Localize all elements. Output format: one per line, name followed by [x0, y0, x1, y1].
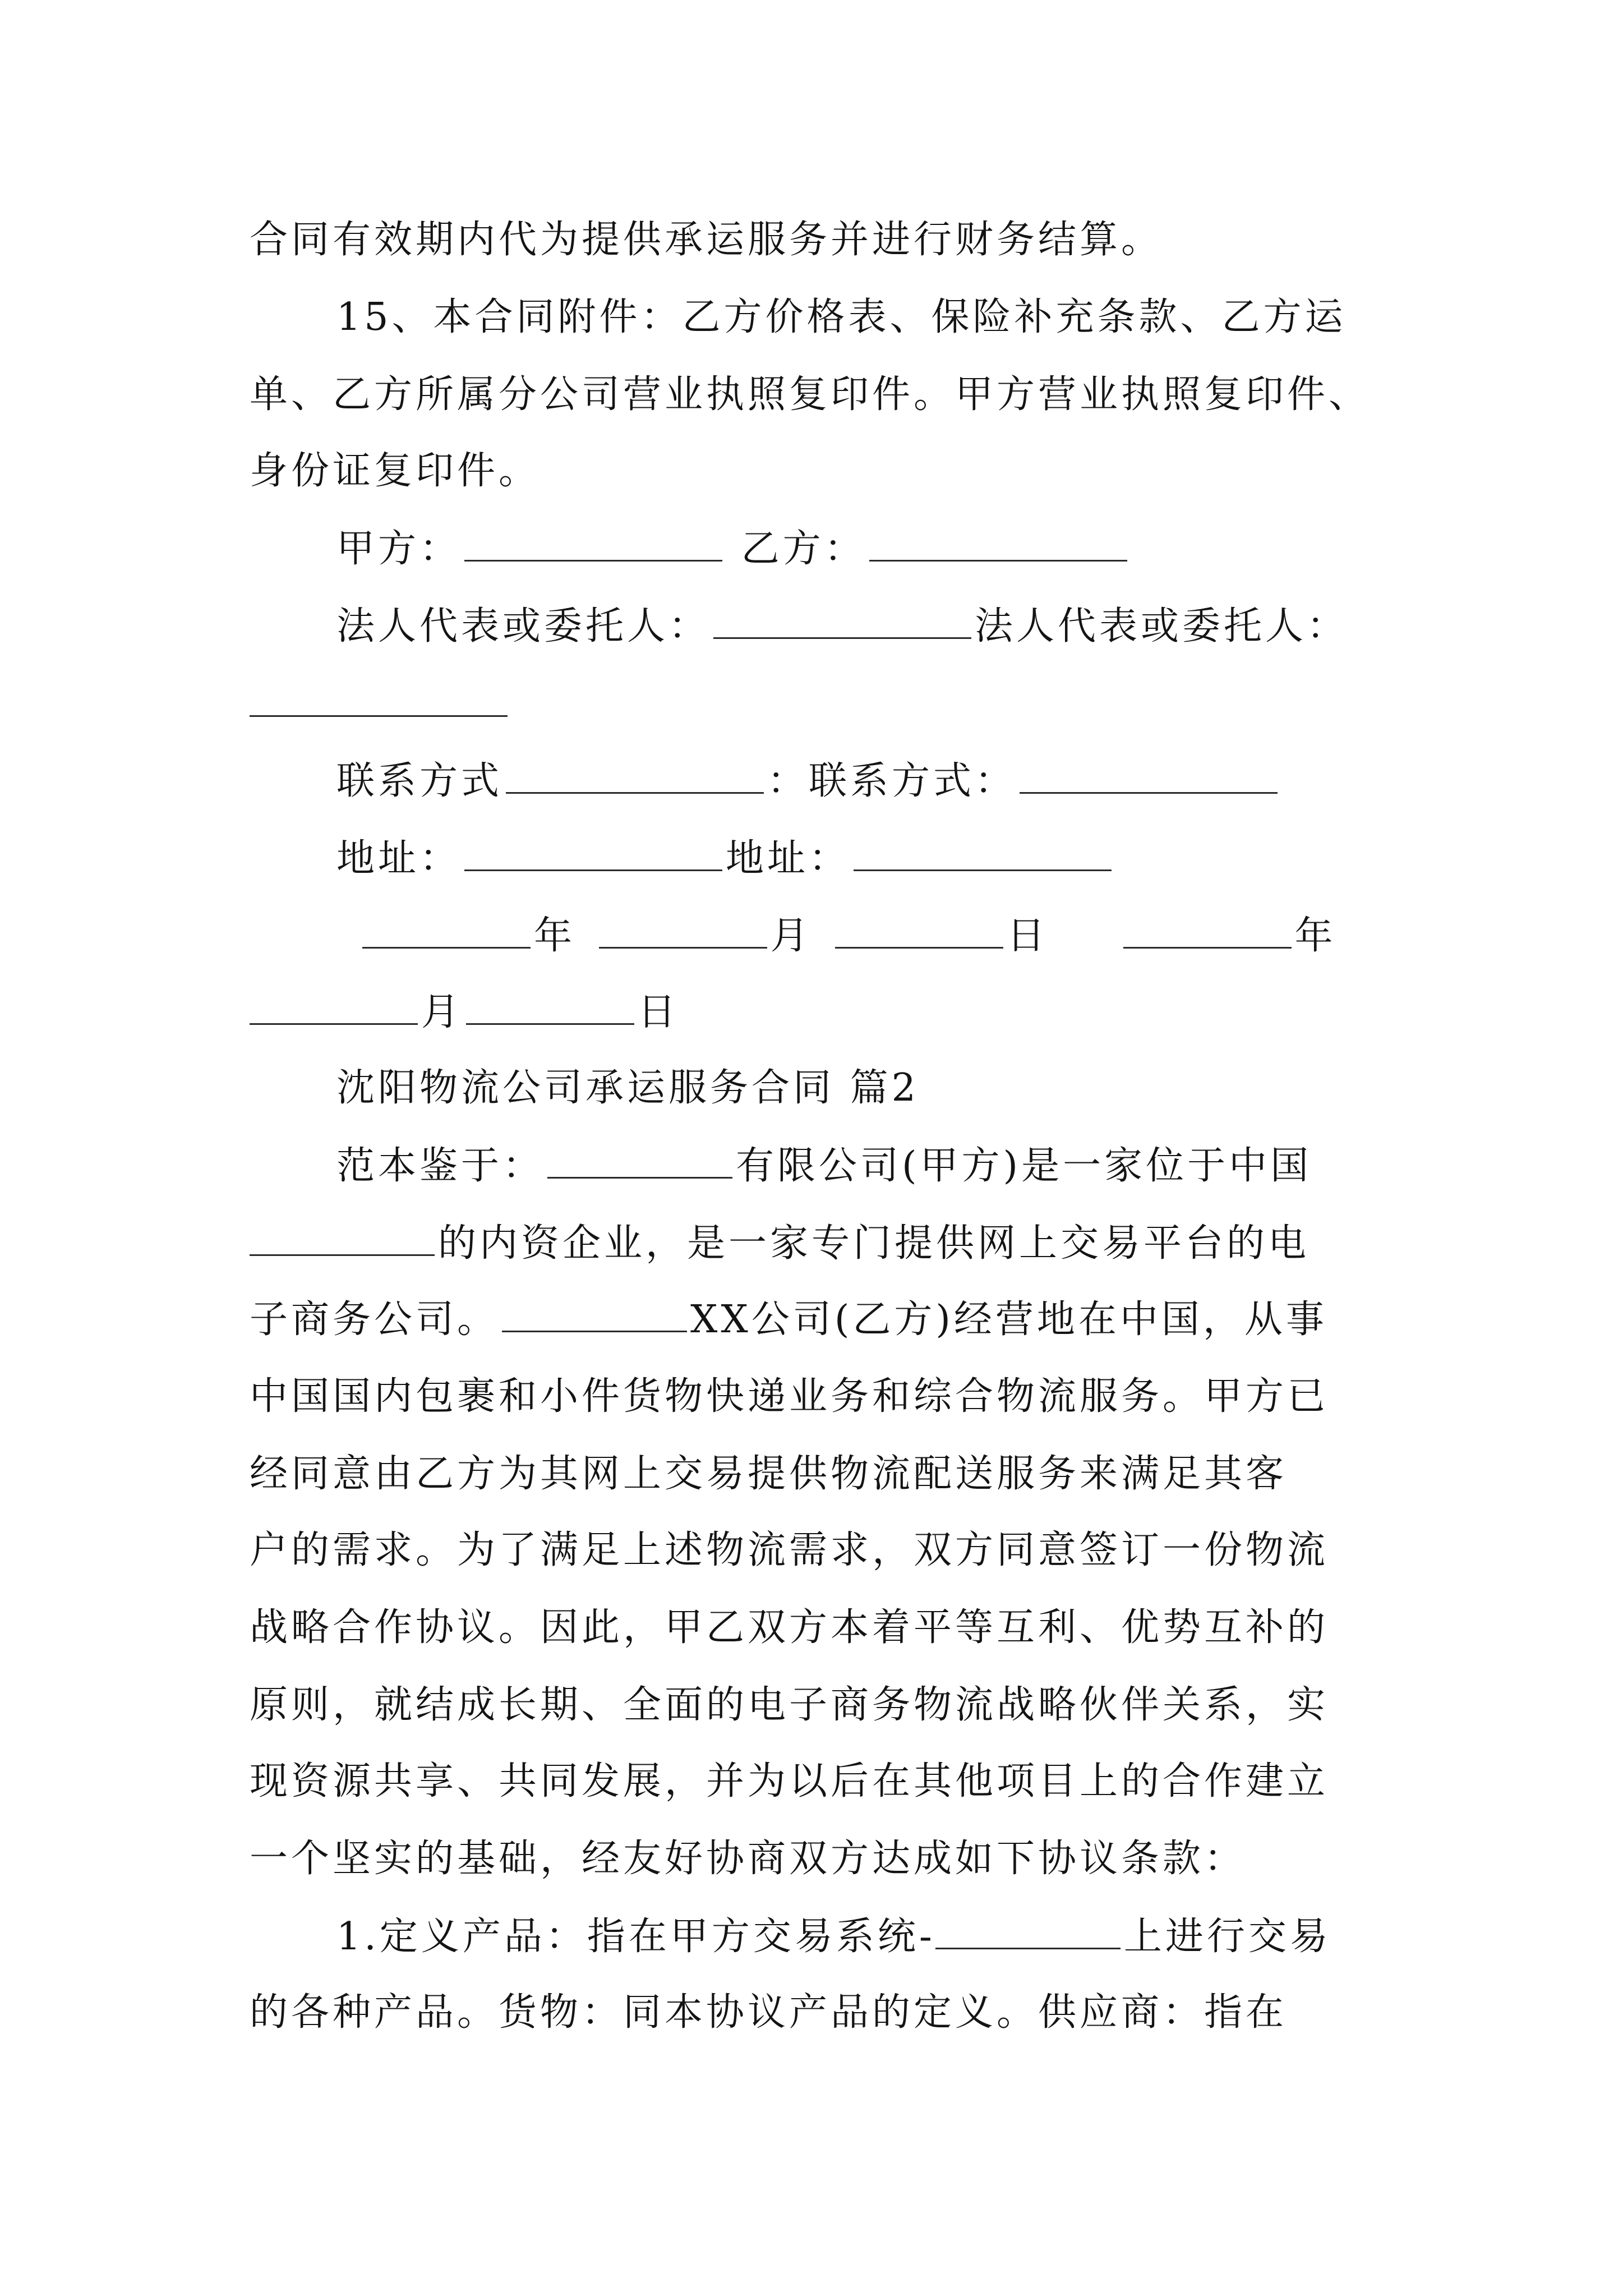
para2-l1-b: 有限公司(甲方)是一家位于中国 — [736, 1144, 1312, 1188]
text-line-1: 合同有效期内代为提供承运服务并进行财务结算。 — [250, 218, 1163, 262]
para2-line-8: 原则，就结成长期、全面的电子商务物流战略伙伴关系，实 — [250, 1683, 1329, 1727]
address-b-blank — [854, 836, 1112, 871]
para2-line-10: 一个坚实的基础，经友好协商双方达成如下协议条款： — [250, 1837, 1246, 1881]
text-line-3: 单、乙方所属分公司营业执照复印件。甲方营业执照复印件、 — [250, 372, 1371, 417]
rep-b-blank — [250, 715, 508, 717]
clause1-l1-a: 1.定义产品：指在甲方交易系统- — [336, 1915, 935, 1959]
system-blank — [935, 1914, 1121, 1949]
day-a-blank — [835, 913, 1003, 949]
year-b-blank — [1123, 913, 1292, 949]
representative-line — [336, 604, 1348, 649]
para2-line-7: 战略合作协议。因此，甲乙双方本着平等互利、优势互补的 — [250, 1605, 1329, 1650]
month-b-label: 月 — [421, 990, 463, 1034]
date-line-2 — [250, 990, 679, 1035]
text-line-4: 身份证复印件。 — [250, 449, 541, 493]
year-b-label: 年 — [1294, 914, 1339, 958]
party-line — [336, 526, 1131, 572]
para2-l3-a: 子商务公司。 — [250, 1297, 499, 1342]
contact-a-blank — [506, 758, 764, 794]
para2-line-3 — [250, 1297, 1327, 1342]
address-b-label: 地址： — [726, 836, 851, 881]
para2-line-1 — [336, 1143, 1312, 1189]
party-b-label: 乙方： — [741, 527, 866, 571]
para2-line-5: 经同意由乙方为其网上交易提供物流配送服务来满足其客 — [250, 1452, 1288, 1496]
rep-a-label: 法人代表或委托人： — [336, 604, 711, 648]
address-a-blank — [464, 836, 722, 871]
day-b-blank — [466, 990, 634, 1025]
date-line-1 — [359, 913, 1339, 959]
company-b-blank — [502, 1297, 687, 1332]
para2-line-2 — [250, 1221, 1310, 1266]
para2-l3-b: XX公司(乙方)经营地在中国，从事 — [690, 1297, 1327, 1342]
month-a-label: 月 — [770, 914, 814, 958]
party-a-label: 甲方： — [336, 527, 462, 571]
day-b-label: 日 — [638, 990, 680, 1034]
para2-l1-a: 范本鉴于： — [336, 1144, 545, 1188]
text-line-clause-15: 15、本合同附件：乙方价格表、保险补充条款、乙方运 — [336, 295, 1347, 339]
contact-b-label: ：联系方式： — [767, 759, 1017, 803]
party-a-blank — [464, 526, 722, 562]
company-a-blank — [547, 1143, 732, 1179]
para2-l2: 的内资企业，是一家专门提供网上交易平台的电 — [438, 1221, 1310, 1266]
clause1-line-1 — [336, 1914, 1331, 1959]
clause1-line-2: 的各种产品。货物：同本协议产品的定义。供应商：指在 — [250, 1990, 1288, 2035]
month-b-blank — [250, 990, 418, 1025]
month-a-blank — [599, 913, 767, 949]
day-a-label: 日 — [1007, 914, 1051, 958]
address-a-label: 地址： — [336, 836, 462, 881]
address-line — [336, 836, 1115, 881]
contact-a-label: 联系方式 — [336, 759, 503, 803]
year-a-blank — [362, 913, 531, 949]
contact-b-blank — [1020, 758, 1278, 794]
contact-line — [336, 758, 1281, 804]
clause1-l1-b: 上进行交易 — [1123, 1915, 1331, 1959]
rep-b-label: 法人代表或委托人： — [975, 604, 1349, 648]
location-blank — [250, 1221, 435, 1256]
year-a-label: 年 — [534, 914, 578, 958]
para2-line-9: 现资源共享、共同发展，并为以后在其他项目上的合作建立 — [250, 1759, 1329, 1803]
para2-line-4: 中国国内包裹和小件货物快递业务和综合物流服务。甲方已 — [250, 1374, 1329, 1419]
section-title: 沈阳物流公司承运服务合同 篇2 — [336, 1066, 919, 1110]
party-b-blank — [869, 526, 1127, 562]
para2-line-6: 户的需求。为了满足上述物流需求，双方同意签订一份物流 — [250, 1528, 1329, 1572]
rep-a-blank — [713, 604, 971, 639]
